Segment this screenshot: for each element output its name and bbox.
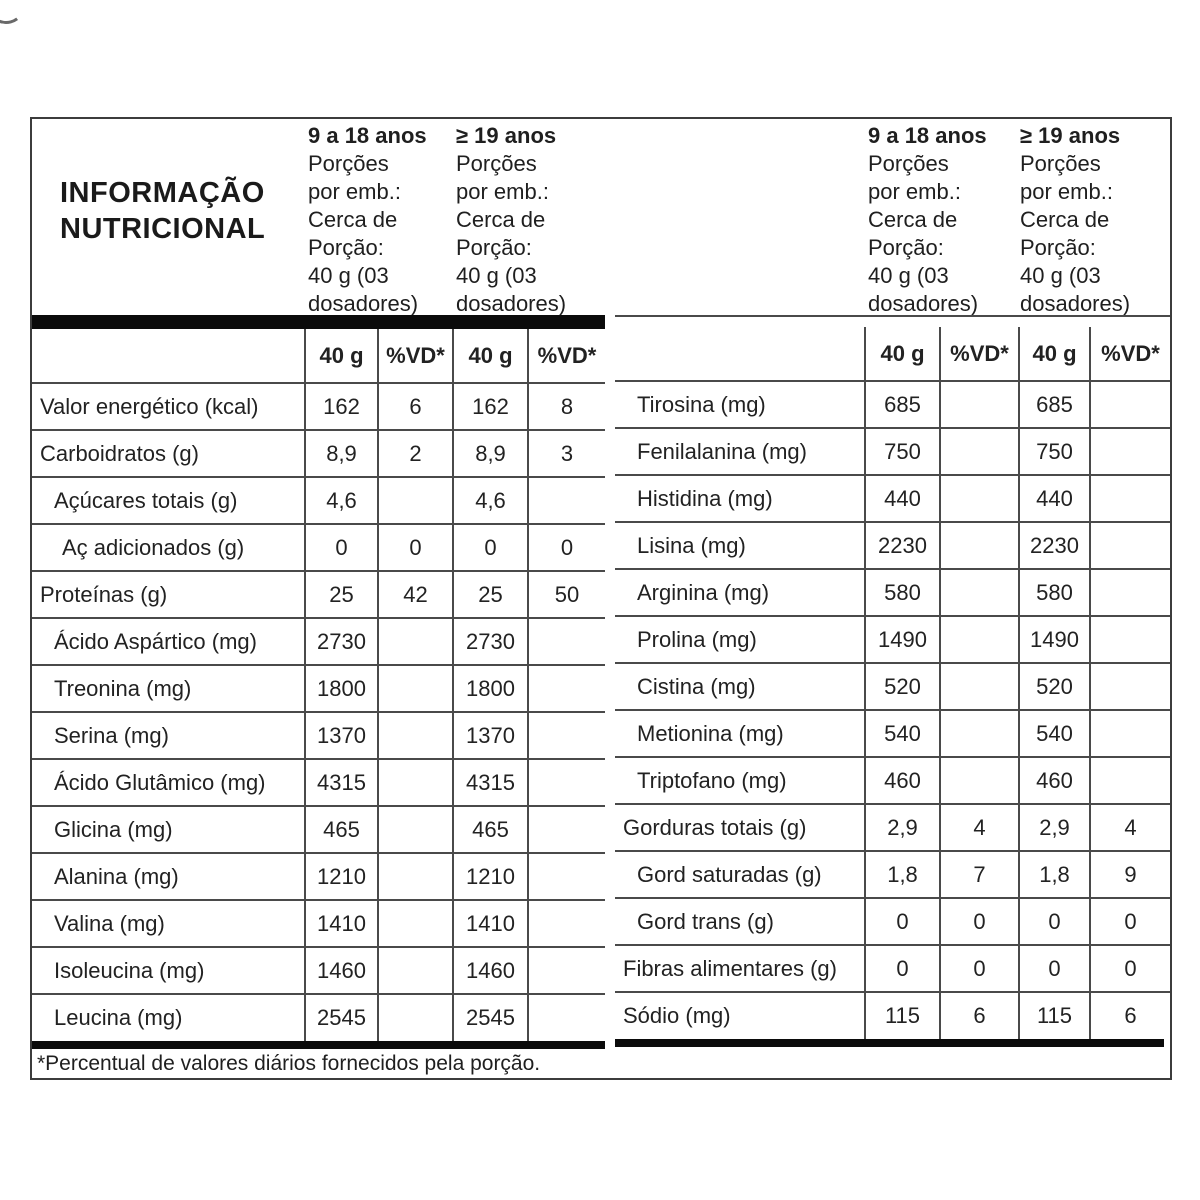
row-value: 1410 <box>305 900 378 947</box>
row-value: 1490 <box>1019 616 1090 663</box>
row-label: Tirosina (mg) <box>615 381 865 428</box>
table-row <box>615 804 1170 851</box>
row-value: 520 <box>865 663 940 710</box>
row-value: 0 <box>1019 898 1090 945</box>
table-row <box>32 524 605 571</box>
row-label: Treonina (mg) <box>32 665 305 712</box>
row-value <box>940 757 1019 804</box>
row-label: Ácido Aspártico (mg) <box>32 618 305 665</box>
row-label: Alanina (mg) <box>32 853 305 900</box>
servings-line: Porções <box>868 151 949 176</box>
row-label: Açúcares totais (g) <box>32 477 305 524</box>
servings-line: Cerca de <box>308 207 398 232</box>
left-panel <box>32 119 605 1049</box>
age-group-9-18 <box>865 119 1017 315</box>
row-value: 2230 <box>865 522 940 569</box>
row-value: 6 <box>1090 992 1170 1039</box>
row-value: 1210 <box>453 853 528 900</box>
row-value <box>528 947 605 994</box>
row-label: Fibras alimentares (g) <box>615 945 865 992</box>
row-value: 8 <box>528 383 605 430</box>
row-value <box>1090 663 1170 710</box>
row-value: 460 <box>1019 757 1090 804</box>
row-value: 0 <box>1090 945 1170 992</box>
row-value: 4,6 <box>305 477 378 524</box>
table-row <box>32 947 605 994</box>
empty-header-cell <box>32 329 305 383</box>
servings-line: Porção: <box>1020 235 1096 260</box>
row-label: Histidina (mg) <box>615 475 865 522</box>
footnote: *Percentual de valores diários fornecidos pela porção. <box>37 1051 541 1075</box>
row-value: 1210 <box>305 853 378 900</box>
row-value: 460 <box>865 757 940 804</box>
servings-line: dosadores) <box>456 291 567 315</box>
row-value <box>378 853 453 900</box>
row-value: 440 <box>1019 475 1090 522</box>
row-value: 0 <box>1019 945 1090 992</box>
servings-line: dosadores) <box>308 291 419 315</box>
row-value <box>528 853 605 900</box>
label-columns <box>32 119 1170 1049</box>
row-value <box>528 665 605 712</box>
row-value: 750 <box>1019 428 1090 475</box>
column-header-40g: 40 g <box>453 329 528 383</box>
row-value <box>378 665 453 712</box>
row-value <box>378 806 453 853</box>
row-value: 9 <box>1090 851 1170 898</box>
row-value: 2,9 <box>1019 804 1090 851</box>
servings-line: dosadores) <box>1020 291 1131 316</box>
row-value: 115 <box>865 992 940 1039</box>
column-header-vd: %VD* <box>1090 327 1170 381</box>
right-table <box>615 327 1170 1039</box>
row-value: 2,9 <box>865 804 940 851</box>
row-value <box>378 947 453 994</box>
row-value <box>940 522 1019 569</box>
row-value: 685 <box>1019 381 1090 428</box>
row-label: Sódio (mg) <box>615 992 865 1039</box>
row-value: 750 <box>865 428 940 475</box>
row-label: Gorduras totais (g) <box>615 804 865 851</box>
table-row <box>615 992 1170 1039</box>
servings-line: Cerca de <box>456 207 546 232</box>
servings-line: Porções <box>1020 151 1101 176</box>
row-value <box>940 381 1019 428</box>
servings-line: 40 g (03 <box>1020 263 1101 288</box>
column-header-40g: 40 g <box>865 327 940 381</box>
row-value <box>940 710 1019 757</box>
header-spacer <box>615 317 1170 327</box>
servings-line: Cerca de <box>1020 207 1110 232</box>
row-label: Gord trans (g) <box>615 898 865 945</box>
row-value: 4 <box>940 804 1019 851</box>
row-label: Valor energético (kcal) <box>32 383 305 430</box>
column-header-40g: 40 g <box>305 329 378 383</box>
row-value: 115 <box>1019 992 1090 1039</box>
row-label: Glicina (mg) <box>32 806 305 853</box>
row-value: 162 <box>453 383 528 430</box>
row-value: 580 <box>865 569 940 616</box>
row-value <box>1090 757 1170 804</box>
table-row <box>32 665 605 712</box>
age-group-name: 9 a 18 anos <box>868 123 987 148</box>
row-label: Serina (mg) <box>32 712 305 759</box>
row-label: Prolina (mg) <box>615 616 865 663</box>
column-header-vd: %VD* <box>528 329 605 383</box>
row-value: 2 <box>378 430 453 477</box>
table-row <box>615 569 1170 616</box>
table-row <box>32 430 605 477</box>
row-value: 50 <box>528 571 605 618</box>
column-gap <box>605 119 615 1049</box>
column-header-vd: %VD* <box>940 327 1019 381</box>
left-table <box>32 329 605 1041</box>
table-row <box>615 475 1170 522</box>
row-value: 0 <box>378 524 453 571</box>
table-bottom-bar <box>615 1039 1164 1047</box>
servings-line: 40 g (03 <box>308 263 389 288</box>
row-value: 1460 <box>453 947 528 994</box>
row-value <box>528 712 605 759</box>
row-label: Arginina (mg) <box>615 569 865 616</box>
row-value <box>378 712 453 759</box>
servings-line: por emb.: <box>308 179 401 204</box>
column-header-40g: 40 g <box>1019 327 1090 381</box>
left-table-body <box>32 383 605 1041</box>
row-value: 685 <box>865 381 940 428</box>
servings-line: 40 g (03 <box>456 263 537 288</box>
row-value <box>378 618 453 665</box>
nutrition-facts-label <box>30 117 1172 1080</box>
servings-line: Porções <box>456 151 537 176</box>
empty-header-cell <box>615 327 865 381</box>
row-value: 540 <box>865 710 940 757</box>
row-value: 25 <box>453 571 528 618</box>
table-row <box>615 757 1170 804</box>
servings-line: Cerca de <box>868 207 958 232</box>
row-value <box>940 428 1019 475</box>
row-value: 0 <box>940 945 1019 992</box>
row-value: 1,8 <box>865 851 940 898</box>
servings-line: Porção: <box>456 235 532 260</box>
row-value: 2545 <box>453 994 528 1041</box>
row-value: 0 <box>1090 898 1170 945</box>
row-value <box>528 900 605 947</box>
age-group-name: 9 a 18 anos <box>308 123 427 148</box>
servings-line: 40 g (03 <box>868 263 949 288</box>
table-row <box>615 381 1170 428</box>
age-group-name: ≥ 19 anos <box>456 123 557 148</box>
row-label: Isoleucina (mg) <box>32 947 305 994</box>
row-value: 580 <box>1019 569 1090 616</box>
row-value: 4 <box>1090 804 1170 851</box>
row-value: 4,6 <box>453 477 528 524</box>
table-row <box>615 663 1170 710</box>
row-label: Metionina (mg) <box>615 710 865 757</box>
row-label: Aç adicionados (g) <box>32 524 305 571</box>
right-panel <box>615 119 1170 1049</box>
row-label: Carboidratos (g) <box>32 430 305 477</box>
row-value: 8,9 <box>453 430 528 477</box>
row-value: 2230 <box>1019 522 1090 569</box>
row-value: 1370 <box>453 712 528 759</box>
row-value: 1370 <box>305 712 378 759</box>
row-value: 1,8 <box>1019 851 1090 898</box>
row-value: 0 <box>305 524 378 571</box>
row-value: 4315 <box>305 759 378 806</box>
servings-line: por emb.: <box>868 179 961 204</box>
row-value: 2730 <box>453 618 528 665</box>
servings-line: Porção: <box>868 235 944 260</box>
column-header-vd: %VD* <box>378 329 453 383</box>
row-value <box>378 759 453 806</box>
row-label: Triptofano (mg) <box>615 757 865 804</box>
table-row <box>615 898 1170 945</box>
table-row <box>32 900 605 947</box>
row-label: Leucina (mg) <box>32 994 305 1041</box>
table-row <box>32 618 605 665</box>
right-header <box>615 119 1170 317</box>
row-label: Ácido Glutâmico (mg) <box>32 759 305 806</box>
row-value: 4315 <box>453 759 528 806</box>
servings-line: dosadores) <box>868 291 979 316</box>
row-label: Valina (mg) <box>32 900 305 947</box>
row-value <box>940 663 1019 710</box>
row-value <box>528 806 605 853</box>
table-row <box>32 806 605 853</box>
row-value: 1800 <box>453 665 528 712</box>
age-group-name: ≥ 19 anos <box>1020 123 1121 148</box>
row-value: 0 <box>453 524 528 571</box>
row-value: 25 <box>305 571 378 618</box>
row-value <box>940 616 1019 663</box>
table-row <box>32 383 605 430</box>
row-value: 1800 <box>305 665 378 712</box>
row-value: 8,9 <box>305 430 378 477</box>
row-label: Cistina (mg) <box>615 663 865 710</box>
row-value <box>528 994 605 1041</box>
row-value <box>1090 710 1170 757</box>
table-row <box>615 710 1170 757</box>
age-group-19plus <box>453 119 605 315</box>
left-header <box>32 119 605 315</box>
row-value <box>1090 475 1170 522</box>
table-row <box>32 571 605 618</box>
row-value <box>940 475 1019 522</box>
row-value <box>378 994 453 1041</box>
row-value: 0 <box>865 898 940 945</box>
empty-title-cell <box>615 119 865 315</box>
row-value <box>1090 616 1170 663</box>
row-value: 6 <box>940 992 1019 1039</box>
table-row <box>615 522 1170 569</box>
age-group-19plus <box>1017 119 1170 315</box>
table-row <box>32 853 605 900</box>
row-value: 1460 <box>305 947 378 994</box>
row-value: 2545 <box>305 994 378 1041</box>
row-value <box>1090 381 1170 428</box>
row-label: Fenilalanina (mg) <box>615 428 865 475</box>
row-value: 1410 <box>453 900 528 947</box>
row-value: 0 <box>528 524 605 571</box>
row-value <box>528 759 605 806</box>
scan-corner-artifact <box>0 0 29 27</box>
right-table-body <box>615 381 1170 1039</box>
row-value: 520 <box>1019 663 1090 710</box>
table-row <box>32 712 605 759</box>
table-row <box>615 428 1170 475</box>
row-label: Proteínas (g) <box>32 571 305 618</box>
table-row <box>32 994 605 1041</box>
row-value <box>1090 428 1170 475</box>
header-divider-bar <box>32 315 605 329</box>
row-value <box>1090 569 1170 616</box>
table-row <box>32 477 605 524</box>
row-value: 540 <box>1019 710 1090 757</box>
row-value: 2730 <box>305 618 378 665</box>
row-value: 465 <box>305 806 378 853</box>
row-value: 440 <box>865 475 940 522</box>
table-row <box>615 945 1170 992</box>
row-value <box>1090 522 1170 569</box>
column-header-row <box>32 329 605 383</box>
row-value: 465 <box>453 806 528 853</box>
row-value: 3 <box>528 430 605 477</box>
table-row <box>615 616 1170 663</box>
table-bottom-bar <box>32 1041 605 1049</box>
servings-line: Porção: <box>308 235 384 260</box>
servings-line: por emb.: <box>1020 179 1113 204</box>
row-label: Lisina (mg) <box>615 522 865 569</box>
row-label: Gord saturadas (g) <box>615 851 865 898</box>
table-row <box>32 759 605 806</box>
row-value <box>940 569 1019 616</box>
row-value: 42 <box>378 571 453 618</box>
age-group-9-18 <box>305 119 453 315</box>
column-header-row <box>615 327 1170 381</box>
servings-line: Porções <box>308 151 389 176</box>
row-value <box>528 477 605 524</box>
row-value: 7 <box>940 851 1019 898</box>
row-value: 162 <box>305 383 378 430</box>
row-value: 6 <box>378 383 453 430</box>
row-value: 0 <box>865 945 940 992</box>
row-value: 1490 <box>865 616 940 663</box>
table-row <box>615 851 1170 898</box>
row-value <box>378 900 453 947</box>
row-value <box>378 477 453 524</box>
row-value: 0 <box>940 898 1019 945</box>
row-value <box>528 618 605 665</box>
servings-line: por emb.: <box>456 179 549 204</box>
label-title: INFORMAÇÃO NUTRICIONAL <box>60 177 266 245</box>
